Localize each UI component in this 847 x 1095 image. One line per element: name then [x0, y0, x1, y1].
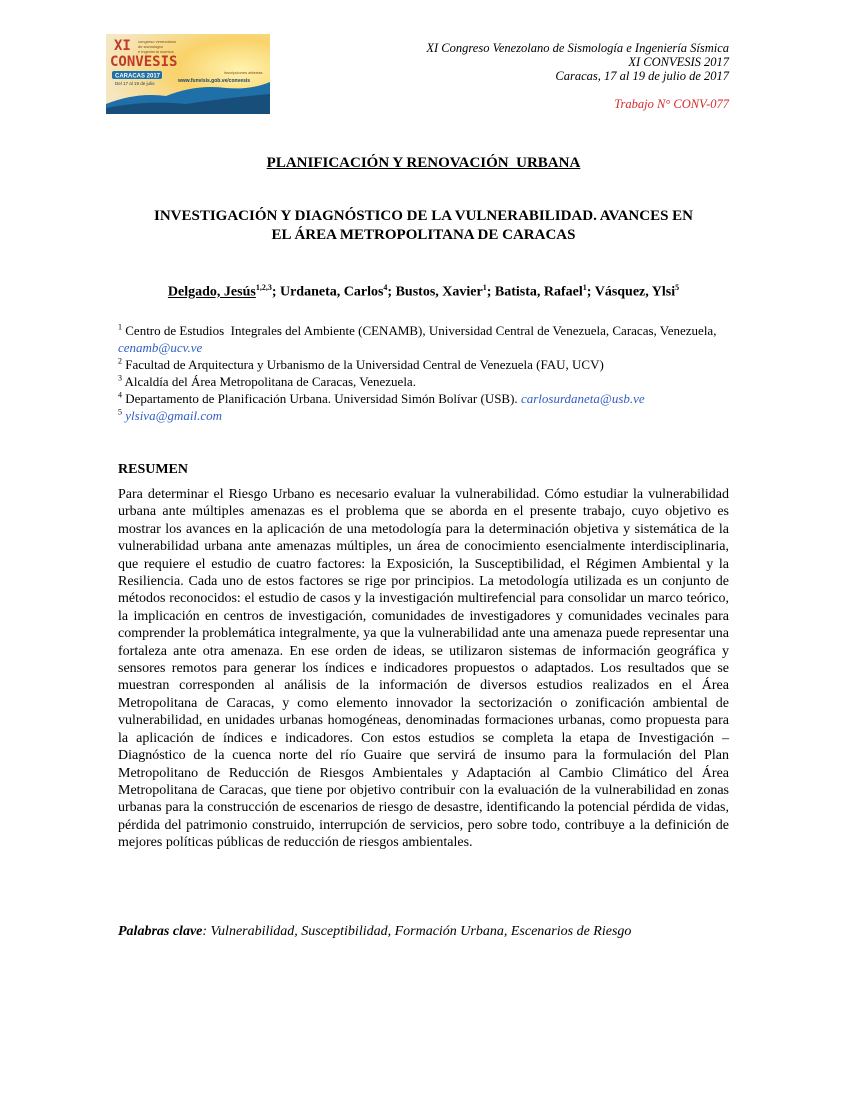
- author-affil: 4: [383, 283, 388, 292]
- author-name: Vásquez, Ylsi: [594, 284, 676, 300]
- work-id: Trabajo N° CONV-077: [614, 97, 729, 111]
- author-affil: 1,2,3: [255, 283, 272, 292]
- author-name: Urdaneta, Carlos: [279, 284, 384, 300]
- logo-dates: Del 17 al 19 de julio: [115, 81, 155, 86]
- logo-roman: XI: [114, 38, 131, 54]
- email-link[interactable]: ylsiva@gmail.com: [125, 408, 223, 423]
- paper-title-line-1: INVESTIGACIÓN Y DIAGNÓSTICO DE LA VULNERABILIDAD. AVANCES EN: [153, 208, 694, 224]
- author-name: Batista, Rafael: [494, 284, 583, 300]
- author-name: Bustos, Xavier: [395, 284, 483, 300]
- section-title: PLANIFICACIÓN Y RENOVACIÓN URBANA: [266, 155, 581, 171]
- keywords-label: Palabras clave: [118, 924, 203, 939]
- logo-url: www.funvisis.gob.ve/convesis: [178, 78, 251, 84]
- logo-badge: CARACAS 2017: [115, 73, 161, 80]
- email-link[interactable]: carlosurdaneta@usb.ve: [520, 391, 645, 406]
- affiliation-2: $^2$ Facultad de Arquitectura y Urbanismo de la Universidad Central de Venezuela (FAU, UCV): [118, 356, 604, 372]
- logo-tagline-3: e ingeniería sísmica: [138, 49, 174, 54]
- affiliation-5: $^5$ ylsiva@gmail.com: [118, 407, 223, 423]
- author-list: Delgado, Jesús$^{1,2,3}$; Urdaneta, Carlos$^4$; Bustos, Xavier$^1$; Batista, Rafael$^1$; Vásquez, Ylsi$^5$: [167, 283, 680, 300]
- affiliation-3: $^3$ Alcaldía del Área Metropolitana de Caracas, Venezuela.: [118, 373, 416, 389]
- abstract-heading: RESUMEN: [118, 462, 189, 477]
- header-edition: XI CONVESIS 2017: [628, 55, 729, 69]
- keywords: [118, 924, 729, 940]
- logo-name: CONVESIS: [110, 54, 178, 70]
- abstract-text: Para determinar el Riesgo Urbano es necesario evaluar la vulnerabilidad. Cómo estudiar la vulnerabilidad urbana ante múltiples amenazas es el problema que se aborda en el presente trabajo, cuyo objetivo es mostrar los avances en la aplicación de una metodología para la determinación objetiva y sistemática de la vulnerabilidad urbana ante amenazas múltiples, un área de conocimiento esencialmente interdisciplinaria, que requiere el estudio de cuatro factores: la Exposición, la Susceptibilidad, el Régimen Ambiental y la Resiliencia. Cada uno de estos factores se rige por principios. La metodología utilizada es un conjunto de métodos reconocidos: el estudio de casos y la investigación multirefencial para consolidar un marco teórico, la implicación en centros de investigación, comunidades de investigadores y comunidades vecinales para comprender la problemática integralmente, ya que la vulnerabilidad ante una amenaza puede representar una fortaleza ante otra amenaza. En ese orden de ideas, se utilizaron sistemas de información geográfica y sensores remotos para generar los índices e indicadores propuestos o adaptados. Los resultados que se muestran corresponden al análisis de la información de diversos estudios realizados en el Área Metropolitana de Caracas, y como elemento innovador la sectorización o zonificación ambiental de vulnerabilidad, en unidades urbanas homogéneas, denominadas formaciones urbanas, como propuesta para la aplicación de índices e indicadores. Con estos estudios se completa la etapa de Investigación – Diagnóstico de la cuenca norte del río Guaire que servirá de insumo para la formulación del Plan Metropolitano de Reducción de Riesgos Ambientales y Adaptación al Cambio Climático del Área Metropolitana de Caracas, que tiene por objetivo contribuir con la evaluación de la vulnerabilidad en zonas urbanas para la construcción de escenarios de riesgo de desastre, identificando la potencial pérdida de vidas, pérdida del patrimonio construido, interrupción de servicios, pero sobre todo, contribuye a la definición de mejores políticas públicas de reducción de riesgos ambientales.: [118, 487, 729, 851]
- affiliation-1: $^1$ Centro de Estudios Integrales del Ambiente (CENAMB), Universidad Central de Venezuela, Caracas, Venezuela, cenamb@ucv.ve: [118, 322, 717, 355]
- paper-title: [118, 207, 729, 245]
- header-place-date: Caracas, 17 al 19 de julio de 2017: [555, 69, 729, 83]
- author-affil: 1: [582, 283, 587, 292]
- email-link[interactable]: cenamb@ucv.ve: [118, 340, 203, 355]
- affiliations: [118, 322, 729, 424]
- conference-logo: [106, 34, 270, 114]
- paper-title-line-2: EL ÁREA METROPOLITANA DE CARACAS: [271, 227, 576, 243]
- keywords-text: : Vulnerabilidad, Susceptibilidad, Formación Urbana, Escenarios de Riesgo: [202, 924, 632, 939]
- author-affil: 5: [675, 283, 680, 292]
- author-affil: 1: [482, 283, 487, 292]
- logo-tagline-1: congreso venezolano: [138, 39, 177, 44]
- author-name: Delgado, Jesús: [167, 284, 256, 300]
- header-conference: XI Congreso Venezolano de Sismología e Ingeniería Sísmica: [426, 41, 729, 55]
- affiliation-4: $^4$ Departamento de Planificación Urbana. Universidad Simón Bolívar (USB). carlosurdaneta@usb.ve: [118, 390, 645, 406]
- logo-tagline-2: de sismología: [138, 44, 163, 49]
- logo-url-small: inscripciones abiertas: [224, 70, 263, 75]
